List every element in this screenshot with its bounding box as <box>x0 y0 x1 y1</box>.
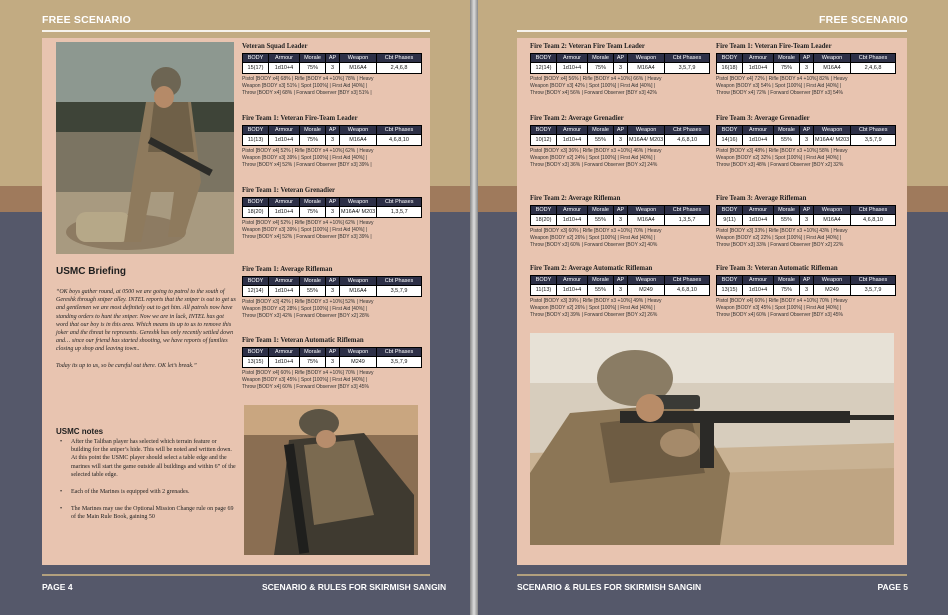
stat-block-title: Fire Team 1: Veteran Fire-Team Leader <box>716 43 832 50</box>
stat-cell: M249 <box>814 285 851 296</box>
stat-column-header: Cbt Phases <box>377 277 422 286</box>
stat-column-header: BODY <box>531 126 557 135</box>
stat-block <box>242 42 422 97</box>
stat-cell: M16A4 <box>628 215 665 226</box>
skills-line: Pistol [BODY x4] 72% | Rifle [BODY x4 +10%] 82% | Heavy <box>716 76 848 82</box>
stat-block-skills <box>530 148 710 169</box>
stat-cell: 4,6,8,10 <box>665 285 710 296</box>
stat-cell: 75% <box>300 357 326 368</box>
stat-column-header: BODY <box>717 126 743 135</box>
stat-cell: 3,5,7,9 <box>665 63 710 74</box>
stat-block-skills <box>716 228 896 249</box>
skills-line: Throw [BODY x4] 52% | Forward Observer [BDY x3] 39% | <box>242 162 372 168</box>
stat-cell: 55% <box>588 135 614 146</box>
stat-column-header: Armour <box>557 276 588 285</box>
stat-column-header: Armour <box>269 348 300 357</box>
stat-column-header: Cbt Phases <box>377 348 422 357</box>
stat-cell: 1d10+4 <box>557 63 588 74</box>
skills-line: Throw [BODY x3] 39% | Forward Observer [BOY x2] 26% <box>530 312 658 318</box>
stat-column-header: Morale <box>300 198 326 207</box>
stat-column-header: AP <box>614 276 628 285</box>
stat-cell: M16A4 <box>340 135 377 146</box>
stat-column-header: BODY <box>243 126 269 135</box>
stat-column-header: Morale <box>588 126 614 135</box>
stat-cell: 1,3,5,7 <box>377 207 422 218</box>
stat-column-header: AP <box>614 126 628 135</box>
skills-line: Weapon [BODY x3] 42% | Spot [100%] | First Aid [40%] | <box>530 83 656 89</box>
stat-block <box>716 114 896 169</box>
stat-cell: 3,5,7,9 <box>851 135 896 146</box>
stat-cell: 75% <box>300 63 326 74</box>
stat-column-header: Morale <box>300 54 326 63</box>
stat-column-header: AP <box>800 126 814 135</box>
stat-cell: M16A4 <box>340 63 377 74</box>
header-left-title: FREE SCENARIO <box>42 14 131 26</box>
stat-column-header: BODY <box>243 348 269 357</box>
stat-cell: 55% <box>774 135 800 146</box>
stat-column-header: Cbt Phases <box>377 198 422 207</box>
stat-block-skills <box>716 148 896 169</box>
briefing-quote-end: Today its up to us, so be careful out there. OK let’s break.” <box>56 362 197 369</box>
stat-cell: 3,5,7,9 <box>851 285 896 296</box>
stat-cell: 1d10+4 <box>557 135 588 146</box>
skills-line: Throw [BODY x4] 60% | Forward Observer [BDY x3] 45% <box>242 384 369 390</box>
stat-column-header: Weapon <box>340 126 377 135</box>
skills-line: Weapon [BODY x3] 54% | Spot [100%] | First Aid [40%] | <box>716 83 842 89</box>
stat-cell: 3 <box>614 215 628 226</box>
stat-table <box>242 347 422 368</box>
stat-column-header: BODY <box>717 206 743 215</box>
notes-title: USMC notes <box>56 427 104 436</box>
stat-column-header: BODY <box>531 54 557 63</box>
stat-cell: 75% <box>300 207 326 218</box>
skills-line: Throw [BODY x4] 56% | Forward Observer [BDY x3] 42% <box>530 90 657 96</box>
stat-cell: M249 <box>340 357 377 368</box>
stat-column-header: Weapon <box>340 54 377 63</box>
stat-column-header: Weapon <box>628 126 665 135</box>
stat-column-header: Cbt Phases <box>665 126 710 135</box>
stat-table <box>242 276 422 297</box>
skills-line: Pistol [BODY x4] 60% | Rifle [BODY x4 +10%] 70% | Heavy <box>716 298 848 304</box>
stat-block-skills <box>242 370 422 391</box>
stat-cell: 16(18) <box>717 63 743 74</box>
stat-block <box>530 42 710 97</box>
header-right-title: FREE SCENARIO <box>819 14 908 26</box>
stat-column-header: AP <box>614 54 628 63</box>
stat-cell: 1d10+4 <box>269 207 300 218</box>
skills-line: Weapon [BODY x2] 24% | Spot [100%] | First Aid [40%] | <box>530 155 656 161</box>
skills-line: Pistol [BODY x4] 56% | Rifle [BODY x4 +10%] 66% | Heavy <box>530 76 662 82</box>
stat-block-skills <box>530 228 710 249</box>
stat-cell: 13(15) <box>243 357 269 368</box>
stat-block <box>242 336 422 391</box>
footer-right-title: SCENARIO & RULES FOR SKIRMISH SANGIN <box>517 582 702 592</box>
stat-column-header: Armour <box>557 126 588 135</box>
left-page <box>0 0 470 615</box>
briefing-quote <box>56 288 236 370</box>
stat-column-header: Weapon <box>814 206 851 215</box>
stat-block-skills <box>242 148 422 169</box>
stat-table <box>242 125 422 146</box>
stat-block <box>716 42 896 97</box>
stat-cell: 3 <box>800 63 814 74</box>
stat-column-header: Cbt Phases <box>851 206 896 215</box>
header-rule <box>517 30 907 32</box>
skills-line: Throw [BODY x4] 60% | Forward Observer [BDY x3] 45% <box>716 312 843 318</box>
header-rule <box>42 30 430 32</box>
stat-block-title: Fire Team 2: Veteran Fire Team Leader <box>530 43 645 50</box>
stat-cell: 3 <box>614 135 628 146</box>
stat-column-header: Weapon <box>628 54 665 63</box>
notes-item: • The Marines may use the Optional Mission Change rule on page 69 of the Main Rule Book, gaining 50 <box>56 505 236 521</box>
stat-column-header: Armour <box>269 54 300 63</box>
stat-column-header: Armour <box>269 277 300 286</box>
skills-line: Throw [BODY x3] 33% | Forward Observer [BOY x2] 22% <box>716 242 844 248</box>
briefing-title: USMC Briefing <box>56 266 126 277</box>
stat-block-title: Fire Team 3: Average Rifleman <box>716 195 807 202</box>
stat-block-title: Fire Team 1: Veteran Fire-Team Leader <box>242 115 358 122</box>
stat-cell: 75% <box>774 63 800 74</box>
stat-column-header: Morale <box>774 276 800 285</box>
stat-block-skills <box>242 76 422 97</box>
stat-cell: 18(20) <box>243 207 269 218</box>
skills-line: Pistol [BODY x4] 68% | Rifle [BODY x4 +10%] 78% | Heavy <box>242 76 374 82</box>
stat-cell: M16A4/ M203 <box>814 135 851 146</box>
stat-cell: M16A4 <box>628 63 665 74</box>
stat-cell: 3,5,7,9 <box>377 357 422 368</box>
stat-block-title: Fire Team 3: Average Grenadier <box>716 115 810 122</box>
stat-column-header: Weapon <box>814 54 851 63</box>
skills-line: Throw [BODY x3] 60% | Forward Observer [BOY x2] 40% <box>530 242 658 248</box>
stat-column-header: AP <box>614 206 628 215</box>
stat-table <box>716 53 896 74</box>
stat-column-header: Morale <box>300 277 326 286</box>
skills-line: Pistol [BODY x4] 60% | Rifle [BODY x4 +10%] 70% | Heavy <box>242 370 374 376</box>
stat-block-skills <box>530 298 710 319</box>
stat-column-header: Morale <box>774 126 800 135</box>
stat-cell: 1,3,5,7 <box>665 215 710 226</box>
stat-column-header: Armour <box>269 198 300 207</box>
stat-table <box>716 125 896 146</box>
stat-cell: M16A4 <box>814 215 851 226</box>
stat-block-skills <box>716 76 896 97</box>
notes-list <box>56 438 236 531</box>
skills-line: Weapon [BODY x3] 51% | Spot [100%] | First Aid [40%] | <box>242 83 368 89</box>
stat-cell: 1d10+4 <box>743 285 774 296</box>
skills-line: Weapon [BODY x2] 28% | Spot [100%] | First Aid [40%] | <box>242 306 368 312</box>
stat-column-header: Weapon <box>628 276 665 285</box>
stat-block <box>242 186 422 241</box>
stat-cell: 55% <box>588 215 614 226</box>
stat-column-header: Cbt Phases <box>377 54 422 63</box>
stat-cell: 75% <box>588 63 614 74</box>
stat-column-header: Armour <box>743 54 774 63</box>
right-page <box>478 0 948 615</box>
stat-block <box>716 264 896 319</box>
stat-cell: 3 <box>614 285 628 296</box>
stat-column-header: AP <box>800 54 814 63</box>
stat-cell: 3 <box>326 357 340 368</box>
stat-block <box>242 265 422 320</box>
stat-column-header: AP <box>800 206 814 215</box>
stat-cell: 11(13) <box>531 285 557 296</box>
stat-column-header: AP <box>326 198 340 207</box>
stat-block <box>716 194 896 249</box>
stat-cell: 3 <box>326 135 340 146</box>
stat-table <box>530 125 710 146</box>
stat-cell: 1d10+4 <box>743 135 774 146</box>
skills-line: Pistol [BODY x3] 33% | Rifle [BODY x3 +10%] 43% | Heavy <box>716 228 848 234</box>
stat-table <box>242 53 422 74</box>
stat-column-header: BODY <box>243 198 269 207</box>
stat-column-header: AP <box>326 126 340 135</box>
stat-column-header: Cbt Phases <box>851 54 896 63</box>
skills-line: Weapon [BODY x3] 39% | Spot [100%] | First Aid [40%] | <box>242 155 368 161</box>
stat-cell: 55% <box>300 286 326 297</box>
stat-cell: 11(13) <box>243 135 269 146</box>
footer-right-page: PAGE 5 <box>877 582 908 592</box>
stat-column-header: Weapon <box>814 276 851 285</box>
kneeling-marine-photo <box>56 42 234 254</box>
stat-table <box>530 53 710 74</box>
stat-column-header: Morale <box>300 348 326 357</box>
stat-column-header: BODY <box>243 277 269 286</box>
stat-column-header: AP <box>326 277 340 286</box>
skills-line: Weapon [BODY x2] 22% | Spot [100%] | First Aid [40%] | <box>716 235 842 241</box>
footer-left-title: SCENARIO & RULES FOR SKIRMISH SANGIN <box>262 582 447 592</box>
stat-column-header: Morale <box>588 54 614 63</box>
skills-line: Throw [BODY x3] 48% | Forward Observer [BOY x2] 32% <box>716 162 844 168</box>
stat-cell: 2,4,6,8 <box>851 63 896 74</box>
stat-column-header: Armour <box>557 206 588 215</box>
stat-cell: 2,4,6,8 <box>377 63 422 74</box>
stat-cell: 4,6,8,10 <box>665 135 710 146</box>
stat-column-header: BODY <box>243 54 269 63</box>
stat-cell: 75% <box>300 135 326 146</box>
stat-block-title: Fire Team 2: Average Automatic Rifleman <box>530 265 653 272</box>
stat-column-header: Cbt Phases <box>851 276 896 285</box>
notes-item: • Each of the Marines is equipped with 2 grenades. <box>56 488 236 496</box>
stat-column-header: Weapon <box>340 277 377 286</box>
stat-cell: 1d10+4 <box>269 357 300 368</box>
stat-cell: 18(20) <box>531 215 557 226</box>
stat-cell: 14(16) <box>717 135 743 146</box>
stat-cell: 1d10+4 <box>269 135 300 146</box>
stat-block-title: Fire Team 2: Average Grenadier <box>530 115 624 122</box>
stat-column-header: Morale <box>588 206 614 215</box>
stat-cell: 3 <box>326 286 340 297</box>
skills-line: Weapon [BODY x3] 45% | Spot [100%] | First Aid [40%] | <box>716 305 842 311</box>
stat-table <box>530 205 710 226</box>
stat-cell: 1d10+4 <box>557 215 588 226</box>
skills-line: Weapon [BODY x2] 26% | Spot [100%] | First Aid [40%] | <box>530 235 656 241</box>
stat-block-title: Fire Team 1: Veteran Grenadier <box>242 187 336 194</box>
stat-column-header: Armour <box>743 276 774 285</box>
stat-block-skills <box>242 299 422 320</box>
stat-cell: M16A4/ M203 <box>628 135 665 146</box>
stat-cell: 4,6,8,10 <box>851 215 896 226</box>
briefing-quote-text: “OK boys gather round, at 0500 we are going to patrol to the south of Gereshk through sniper alley. INTEL reports that the sniper is out to get us and gentlemen we are most definitely out to get him. All patrols now have standing orders to hunt the sniper. Now we are in luck, INTEL has got word that our boy is in this area. Which means its up to us to remove this joker and the threat he represents. Gereshk has only recently settled down and… since our friend has started shooting, we have reports of families closing up shop and leaving town.. <box>56 289 236 353</box>
stat-table <box>716 205 896 226</box>
stat-cell: 13(15) <box>717 285 743 296</box>
stat-cell: M16A4 <box>340 286 377 297</box>
skills-line: Pistol [BODY x3] 36% | Rifle [BODY x3 +10%] 46% | Heavy <box>530 148 662 154</box>
skills-line: Throw [BODY x4] 52% | Forward Observer [BDY x3] 39% | <box>242 234 372 240</box>
stat-column-header: BODY <box>531 206 557 215</box>
stat-column-header: Morale <box>774 54 800 63</box>
stat-block-skills <box>242 220 422 241</box>
stat-column-header: Weapon <box>628 206 665 215</box>
stat-column-header: Cbt Phases <box>851 126 896 135</box>
stat-block-title: Fire Team 3: Veteran Automatic Rifleman <box>716 265 838 272</box>
footer-rule <box>42 574 430 576</box>
stat-cell: 3 <box>614 63 628 74</box>
stat-column-header: Armour <box>743 206 774 215</box>
stat-column-header: Armour <box>743 126 774 135</box>
stat-cell: M249 <box>628 285 665 296</box>
stat-column-header: Armour <box>269 126 300 135</box>
stat-cell: 1d10+4 <box>743 63 774 74</box>
stat-cell: 12(14) <box>531 63 557 74</box>
stat-cell: 3,5,7,9 <box>377 286 422 297</box>
stat-cell: 9(11) <box>717 215 743 226</box>
skills-line: Pistol [BODY x4] 52% | Rifle [BODY x4 +10%] 62% | Heavy <box>242 148 374 154</box>
skills-line: Pistol [BODY x4] 52% | Rifle [BODY x4 +10%] 62% | Heavy <box>242 220 374 226</box>
stat-cell: 3 <box>326 207 340 218</box>
stat-column-header: Cbt Phases <box>665 206 710 215</box>
stat-cell: M16A4/ M203 <box>340 207 377 218</box>
stat-block-title: Veteran Squad Leader <box>242 43 308 50</box>
stat-cell: 10(12) <box>531 135 557 146</box>
stat-column-header: BODY <box>717 54 743 63</box>
stat-column-header: BODY <box>531 276 557 285</box>
stat-block <box>530 264 710 319</box>
stat-block <box>530 114 710 169</box>
stat-column-header: Morale <box>774 206 800 215</box>
footer-left-page: PAGE 4 <box>42 582 73 592</box>
stat-cell: M16A4 <box>814 63 851 74</box>
stat-block-skills <box>716 298 896 319</box>
skills-line: Pistol [BODY x3] 60% | Rifle [BODY x3 +10%] 70% | Heavy <box>530 228 662 234</box>
stat-cell: 1d10+4 <box>269 63 300 74</box>
stat-cell: 3 <box>800 135 814 146</box>
skills-line: Pistol [BODY x3] 39% | Rifle [BODY x3 +10%] 49% | Heavy <box>530 298 662 304</box>
stat-column-header: Weapon <box>340 348 377 357</box>
stat-block-title: Fire Team 1: Veteran Automatic Rifleman <box>242 337 364 344</box>
stat-column-header: Weapon <box>340 198 377 207</box>
skills-line: Throw [BODY x3] 42% | Forward Observer [BOY x2] 28% <box>242 313 370 319</box>
stat-cell: 75% <box>774 285 800 296</box>
stat-column-header: BODY <box>717 276 743 285</box>
stat-table <box>242 197 422 218</box>
skills-line: Weapon [BODY x2] 26% | Spot [100%] | First Aid [40%] | <box>530 305 656 311</box>
stat-cell: 4,6,8,10 <box>377 135 422 146</box>
stat-column-header: Cbt Phases <box>665 54 710 63</box>
stat-table <box>530 275 710 296</box>
stat-column-header: AP <box>326 348 340 357</box>
skills-line: Throw [BODY x4] 68% | Forward Observer [BDY x3] 51% | <box>242 90 372 96</box>
stat-block-title: Fire Team 1: Average Rifleman <box>242 266 333 273</box>
skills-line: Pistol [BODY x3] 48% | Rifle [BODY x3 +10%] 58% | Heavy <box>716 148 848 154</box>
marine-on-radio-photo <box>244 405 418 555</box>
stat-cell: 12(14) <box>243 286 269 297</box>
stat-column-header: AP <box>800 276 814 285</box>
skills-line: Weapon [BODY x2] 32% | Spot [100%] | First Aid [40%] | <box>716 155 842 161</box>
stat-cell: 55% <box>588 285 614 296</box>
stat-block-title: Fire Team 2: Average Rifleman <box>530 195 621 202</box>
skills-line: Throw [BODY x4] 72% | Forward Observer [BDY x3] 54% <box>716 90 843 96</box>
stat-column-header: Armour <box>557 54 588 63</box>
stat-column-header: Cbt Phases <box>665 276 710 285</box>
stat-cell: 55% <box>774 215 800 226</box>
marine-firing-rifle-photo <box>530 333 894 545</box>
stat-column-header: AP <box>326 54 340 63</box>
stat-cell: 15(17) <box>243 63 269 74</box>
stat-table <box>716 275 896 296</box>
stat-cell: 3 <box>800 215 814 226</box>
book-spine <box>470 0 478 615</box>
skills-line: Pistol [BODY x3] 42% | Rifle [BODY x3 +10%] 52% | Heavy <box>242 299 374 305</box>
notes-item: • After the Taliban player has selected which terrain feature or building for the sniper’s hide. This will be noted and written down. At this point the USMC player should select a table edge and the marines will start the game outside all buildings and within 6” of the selected table edge. <box>56 438 236 479</box>
stat-block <box>242 114 422 169</box>
skills-line: Weapon [BODY x3] 45% | Spot [100%] | First Aid [40%] | <box>242 377 368 383</box>
stat-cell: 1d10+4 <box>557 285 588 296</box>
stat-column-header: Morale <box>300 126 326 135</box>
stat-block <box>530 194 710 249</box>
footer-rule <box>517 574 907 576</box>
stat-cell: 1d10+4 <box>743 215 774 226</box>
stat-cell: 1d10+4 <box>269 286 300 297</box>
stat-cell: 3 <box>800 285 814 296</box>
stat-cell: 3 <box>326 63 340 74</box>
stat-column-header: Morale <box>588 276 614 285</box>
stat-block-skills <box>530 76 710 97</box>
stat-column-header: Cbt Phases <box>377 126 422 135</box>
skills-line: Weapon [BODY x3] 39% | Spot [100%] | First Aid [40%] | <box>242 227 368 233</box>
skills-line: Throw [BODY x3] 36% | Forward Observer [BOY x2] 24% <box>530 162 658 168</box>
stat-column-header: Weapon <box>814 126 851 135</box>
